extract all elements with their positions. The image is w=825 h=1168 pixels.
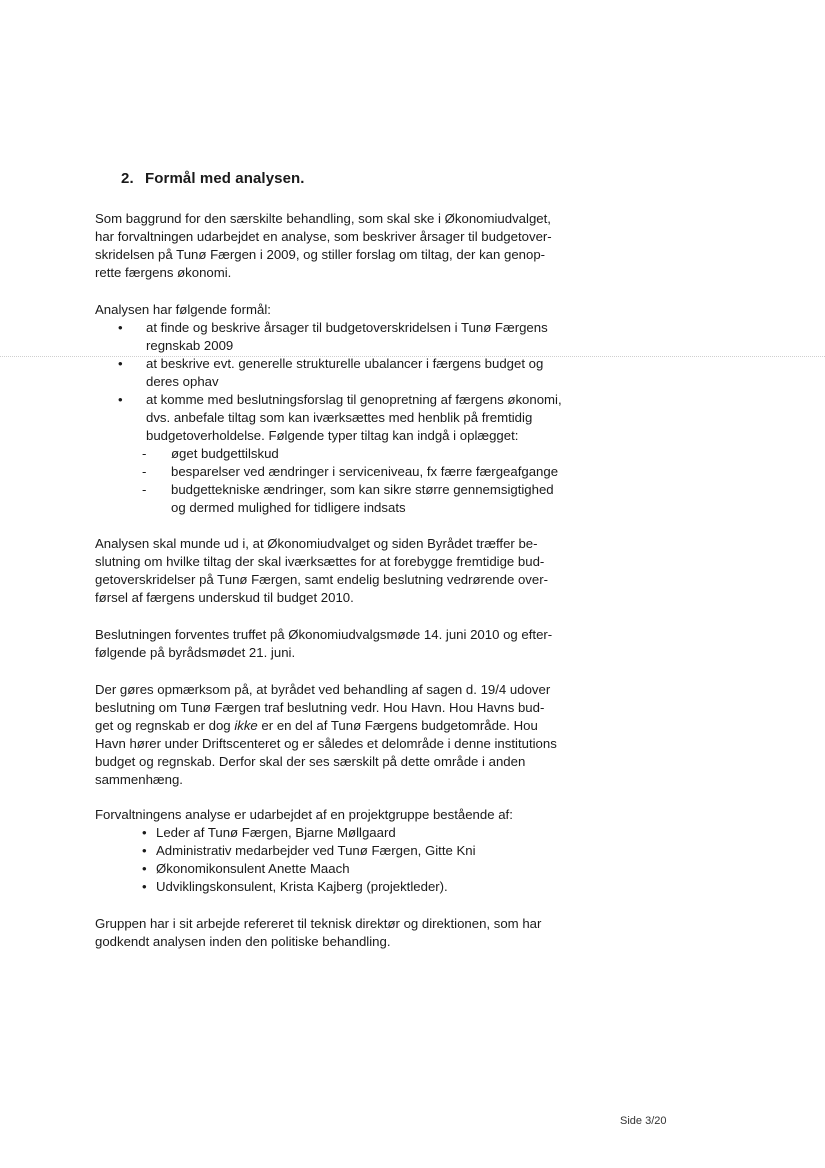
text-line: beslutning om Tunø Færgen traf beslutning vedr. Hou Havn. Hou Havns bud-: [95, 700, 545, 715]
dash-icon: -: [142, 446, 147, 461]
emphasis-text: ikke: [234, 718, 258, 733]
text-line: getoverskridelser på Tunø Færgen, samt endelig beslutning vedrørende over-: [95, 572, 548, 587]
group-member: [95, 860, 595, 878]
text-line: skridelsen på Tunø Færgen i 2009, og stiller forslag om tiltag, der kan genop-: [95, 247, 546, 262]
text-line: følgende på byrådsmødet 21. juni.: [95, 645, 296, 660]
member-text: Administrativ medarbejder ved Tunø Færgen, Gitte Kni: [156, 843, 476, 858]
bullet-icon: •: [142, 843, 147, 858]
text-line: førsel af færgens underskud til budget 2010.: [95, 590, 354, 605]
project-group: [95, 806, 595, 896]
section-heading: [121, 170, 305, 187]
text-line: regnskab 2009: [146, 338, 234, 353]
text-line: Analysen skal munde ud i, at Økonomiudvalget og siden Byrådet træffer be-: [95, 536, 538, 551]
text-line: rette færgens økonomi.: [95, 265, 232, 280]
purpose-list: [95, 301, 595, 517]
dash-icon: -: [142, 482, 147, 497]
text-line: at beskrive evt. generelle strukturelle ubalancer i færgens budget og: [146, 356, 544, 371]
text-line: har forvaltningen udarbejdet en analyse, som beskriver årsager til budgetover-: [95, 229, 552, 244]
section-title: Formål med analysen.: [145, 170, 305, 187]
text-line: dvs. anbefale tiltag som kan iværksættes med henblik på fremtidig: [146, 410, 533, 425]
dash-icon: -: [142, 464, 147, 479]
text-line: Der gøres opmærksom på, at byrådet ved behandling af sagen d. 19/4 udover: [95, 682, 551, 697]
text-line: budget og regnskab. Derfor skal der ses særskilt på dette område i anden: [95, 754, 526, 769]
text-line: øget budgettilskud: [171, 446, 279, 461]
text-line: budgettekniske ændringer, som kan sikre større gennemsigtighed: [171, 482, 554, 497]
text-line: besparelser ved ændringer i serviceniveau, fx færre færgeafgange: [171, 464, 559, 479]
text-segment: get og regnskab er dog: [95, 718, 235, 733]
text-line: budgetoverholdelse. Følgende typer tiltag kan indgå i oplægget:: [146, 428, 519, 443]
text-line: Havn hører under Driftscenteret og er således et delområde i denne institutions: [95, 736, 557, 751]
bullet-icon: •: [142, 825, 147, 840]
member-text: Leder af Tunø Færgen, Bjarne Møllgaard: [156, 825, 396, 840]
paragraph-background: [95, 210, 595, 282]
purpose-bullet: [95, 355, 595, 391]
paragraph-decision: [95, 535, 595, 607]
text-line: [95, 717, 595, 735]
paragraph-timeline: [95, 626, 595, 662]
text-line: sammenhæng.: [95, 772, 183, 787]
text-segment: er en del af Tunø Færgens budgetområde. Hou: [257, 718, 538, 733]
measure-dash-item: [95, 463, 595, 481]
page-number: Side 3/20: [620, 1115, 667, 1127]
measure-dash-item: [95, 445, 595, 463]
bullet-icon: •: [118, 320, 123, 335]
paragraph-reporting: [95, 915, 595, 951]
purpose-intro: Analysen har følgende formål:: [95, 302, 271, 317]
member-text: Udviklingskonsulent, Krista Kajberg (projektleder).: [156, 879, 448, 894]
member-text: Økonomikonsulent Anette Maach: [156, 861, 350, 876]
group-member: [95, 824, 595, 842]
text-line: og dermed mulighed for tidligere indsats: [171, 500, 406, 515]
section-number: 2.: [121, 170, 134, 187]
text-line: deres ophav: [146, 374, 219, 389]
paragraph-hou-havn: [95, 681, 595, 789]
measure-dash-item: [95, 481, 595, 517]
text-line: Gruppen har i sit arbejde refereret til teknisk direktør og direktionen, som har: [95, 916, 542, 931]
bullet-icon: •: [142, 861, 147, 876]
text-line: Som baggrund for den særskilte behandling, som skal ske i Økonomiudvalget,: [95, 211, 551, 226]
bullet-icon: •: [118, 392, 123, 407]
purpose-bullet: [95, 319, 595, 355]
group-intro: Forvaltningens analyse er udarbejdet af en projektgruppe bestående af:: [95, 807, 513, 822]
bullet-icon: •: [142, 879, 147, 894]
text-line: godkendt analysen inden den politiske behandling.: [95, 934, 391, 949]
text-line: Beslutningen forventes truffet på Økonomiudvalgsmøde 14. juni 2010 og efter-: [95, 627, 553, 642]
group-member: [95, 878, 595, 896]
text-line: slutning om hvilke tiltag der skal iværksættes for at forebygge fremtidige bud-: [95, 554, 545, 569]
purpose-bullet: [95, 391, 595, 445]
text-line: at finde og beskrive årsager til budgetoverskridelsen i Tunø Færgens: [146, 320, 548, 335]
bullet-icon: •: [118, 356, 123, 371]
text-line: at komme med beslutningsforslag til genopretning af færgens økonomi,: [146, 392, 562, 407]
group-member: [95, 842, 595, 860]
